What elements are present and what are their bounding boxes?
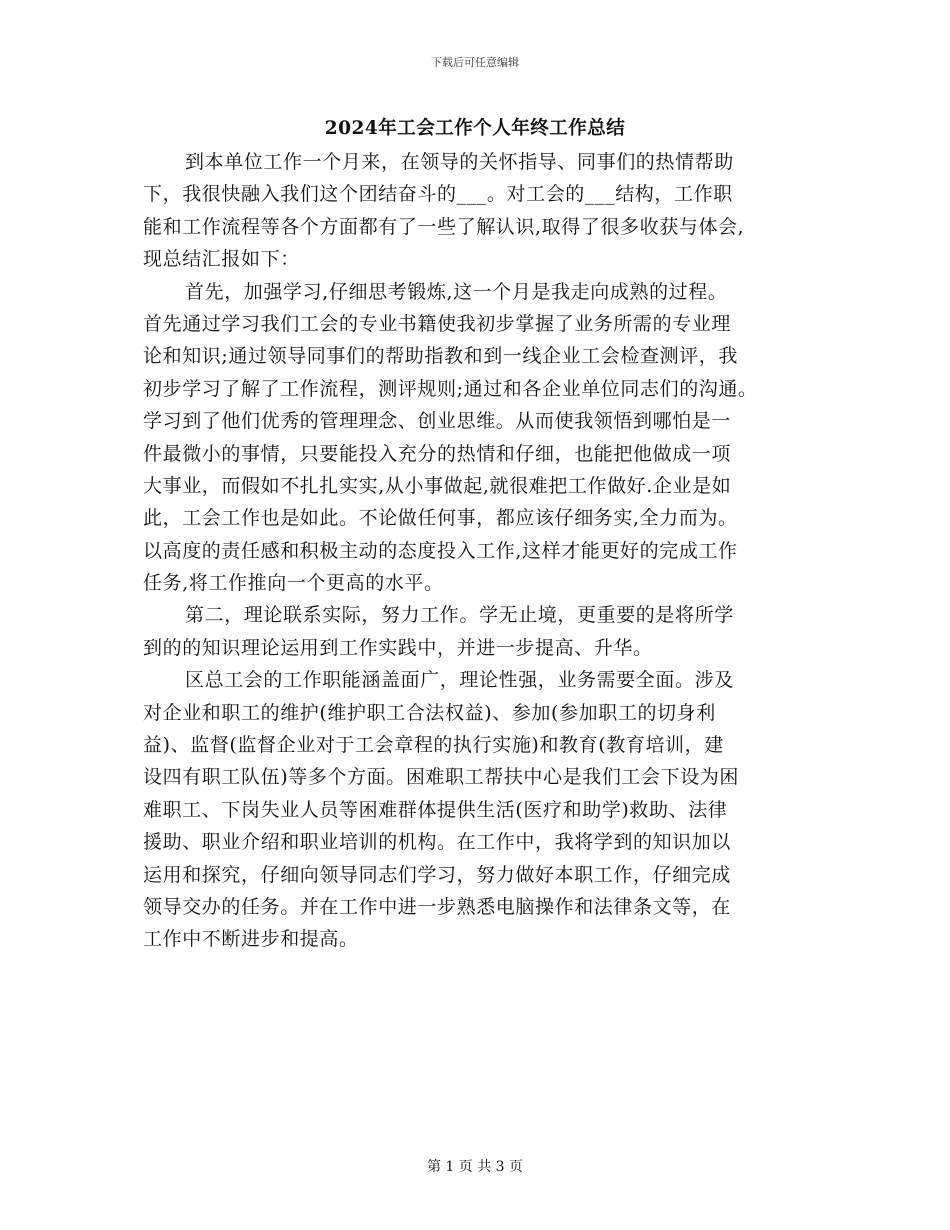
paragraph-line: 第二，理论联系实际，努力工作。学无止境，更重要的是将所学 bbox=[185, 604, 734, 627]
paragraph-line: 对企业和职工的维护(维护职工合法权益)、参加(参加职工的切身利 bbox=[143, 701, 716, 724]
paragraph-line: 益)、监督(监督企业对于工会章程的执行实施)和教育(教育培训，建 bbox=[143, 734, 724, 757]
header-note: 下载后可任意编辑 bbox=[431, 56, 519, 69]
document-title: 2024年工会工作个人年终工作总结 bbox=[324, 118, 626, 139]
paragraph-line: 学习到了他们优秀的管理理念、创业思维。从而使我领悟到哪怕是一 bbox=[143, 410, 732, 433]
paragraph-line: 工作中不断进步和提高。 bbox=[143, 928, 359, 951]
paragraph-line: 设四有职工队伍)等多个方面。困难职工帮扶中心是我们工会下设为困 bbox=[143, 766, 740, 789]
paragraph-line: 下，我很快融入我们这个团结奋斗的___。对工会的___结构，工作职 bbox=[143, 183, 733, 206]
paragraph-line: 初步学习了解了工作流程，测评规则;通过和各企业单位同志们的沟通。 bbox=[143, 377, 758, 400]
paragraph-line: 区总工会的工作职能涵盖面广，理论性强，业务需要全面。涉及 bbox=[185, 669, 734, 692]
page-number: 第 1 页 共 3 页 bbox=[426, 1159, 524, 1175]
paragraph-line: 援助、职业介绍和职业培训的机构。在工作中，我将学到的知识加以 bbox=[143, 831, 732, 854]
paragraph-line: 难职工、下岗失业人员等困难群体提供生活(医疗和助学)救助、法律 bbox=[143, 798, 728, 821]
paragraph-line: 现总结汇报如下： bbox=[143, 248, 300, 271]
paragraph-line: 件最微小的事情，只要能投入充分的热情和仔细，也能把他做成一项 bbox=[143, 442, 732, 465]
paragraph-line: 任务,将工作推向一个更高的水平。 bbox=[143, 572, 444, 595]
paragraph-line: 首先，加强学习,仔细思考锻炼,这一个月是我走向成熟的过程。 bbox=[185, 280, 728, 303]
paragraph-line: 领导交办的任务。并在工作中进一步熟悉电脑操作和法律条文等，在 bbox=[143, 895, 732, 918]
paragraph-line: 能和工作流程等各个方面都有了一些了解认识,取得了很多收获与体会, bbox=[143, 215, 745, 238]
paragraph-line: 到本单位工作一个月来，在领导的关怀指导、同事们的热情帮助 bbox=[185, 151, 734, 173]
paragraph-line: 到的的知识理论运用到工作实践中，并进一步提高、升华。 bbox=[143, 636, 653, 659]
document-body bbox=[143, 146, 825, 956]
paragraph-line: 论和知识;通过领导同事们的帮助指教和到一线企业工会检查测评，我 bbox=[143, 345, 739, 368]
paragraph-line: 运用和探究，仔细向领导同志们学习，努力做好本职工作，仔细完成 bbox=[143, 863, 732, 886]
paragraph-line: 大事业，而假如不扎扎实实,从小事做起,就很难把工作做好.企业是如 bbox=[143, 474, 732, 497]
paragraph-line: 首先通过学习我们工会的专业书籍使我初步掌握了业务所需的专业理 bbox=[143, 312, 732, 335]
paragraph-line: 以高度的责任感和积极主动的态度投入工作,这样才能更好的完成工作 bbox=[143, 539, 738, 562]
paragraph-line: 此，工会工作也是如此。不论做任何事，都应该仔细务实,全力而为。 bbox=[143, 507, 738, 530]
